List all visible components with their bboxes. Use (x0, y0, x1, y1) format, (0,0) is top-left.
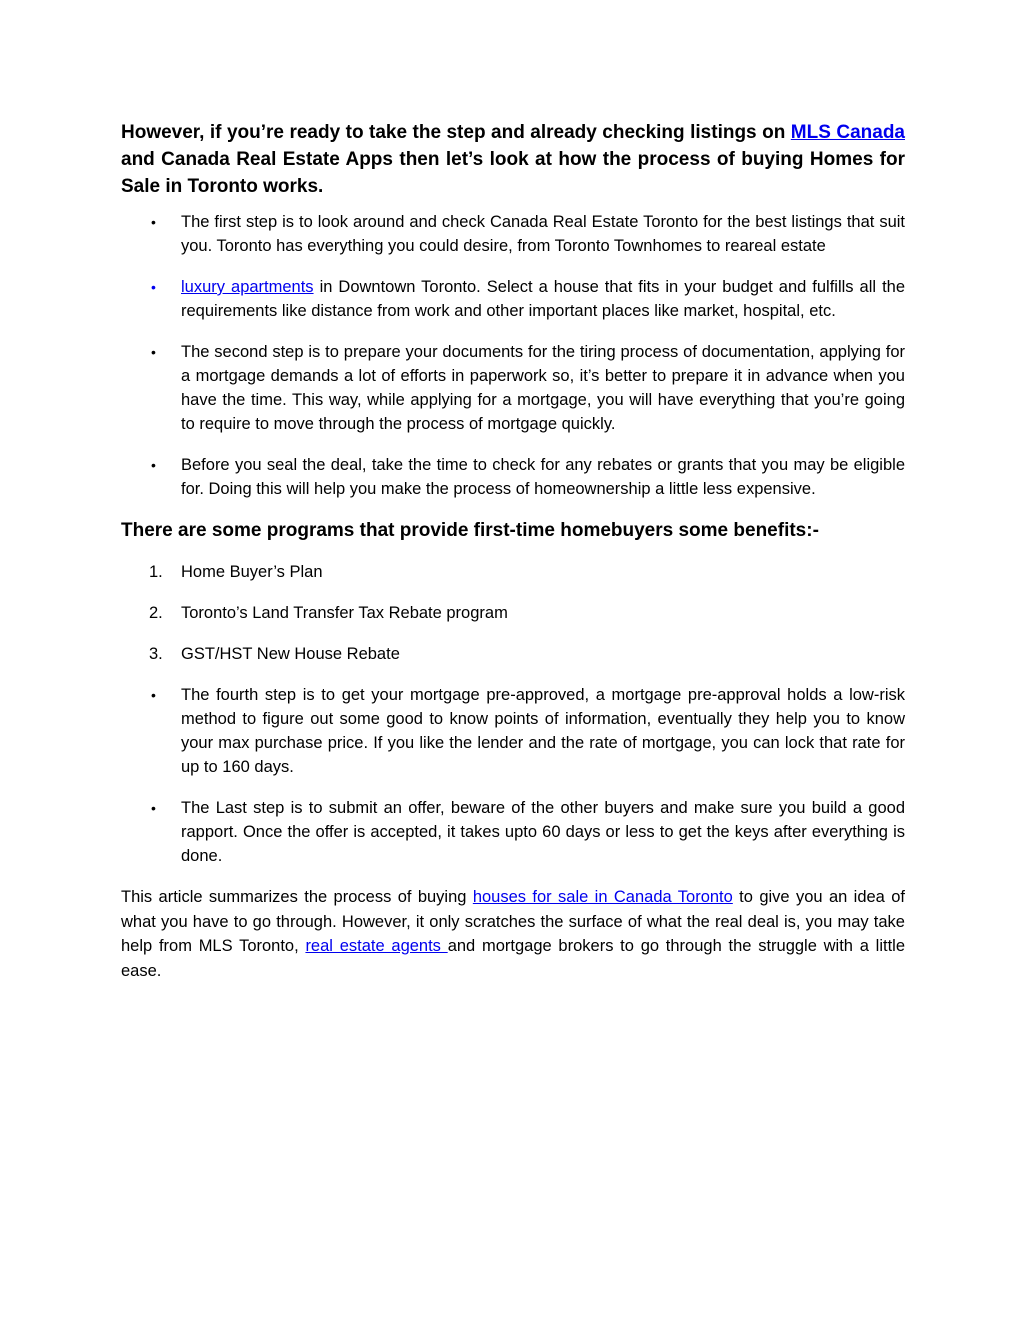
list-item-text: Toronto’s Land Transfer Tax Rebate program (181, 604, 508, 622)
bullet-icon: • (151, 344, 156, 360)
closing-paragraph (121, 885, 905, 983)
bullet-icon: • (151, 800, 156, 816)
mls-canada-link[interactable]: MLS Canada (790, 122, 905, 143)
list-item-text: Home Buyer’s Plan (181, 563, 323, 581)
intro-paragraph (121, 119, 905, 200)
list-item-text: in Downtown Toronto. Select a house that fits in your budget and fulfills all the requirements like distance from work and other important places like market, hospital, etc. (181, 278, 906, 320)
list-item-text: The Last step is to submit an offer, beware of the other buyers and make sure you build a good rapport. Once the offer is accepted, it takes upto 60 days or less to get the keys after everything is done. (181, 799, 905, 865)
list-item-luxury-apartments (121, 275, 905, 323)
list-item-seal-deal (121, 453, 905, 501)
programs-list (121, 560, 905, 666)
list-number: 3. (149, 645, 163, 663)
bullet-icon: • (151, 687, 156, 703)
bullet-icon: • (151, 279, 156, 295)
intro-text-after: and Canada Real Estate Apps then let’s look at how the process of buying Homes for Sale in Toronto works. (121, 149, 905, 197)
list-item-step-last (121, 796, 905, 868)
luxury-apartments-link[interactable]: luxury apartments (181, 278, 314, 296)
bullet-icon: • (151, 214, 156, 230)
list-item-text: The fourth step is to get your mortgage pre-approved, a mortgage pre-approval holds a low-risk method to figure out some good to know points of information, eventually they help you to know your max purchase price. If you like the lender and the rate of mortgage, you can lock that rate for up to 160 days. (181, 686, 905, 776)
list-item-step-second (121, 340, 905, 436)
houses-for-sale-link[interactable]: houses for sale in Canada Toronto (472, 888, 733, 906)
closing-text-3: and mortgage brokers to go through the struggle with a little ease. (121, 937, 905, 980)
real-estate-agents-link[interactable]: real estate agents (305, 937, 448, 955)
list-item-program (121, 560, 905, 584)
list-item-text: Before you seal the deal, take the time to check for any rebates or grants that you may be eligible for. Doing this will help you make the process of homeownership a little less expensive. (181, 456, 905, 498)
list-item-step-first (121, 210, 905, 258)
programs-heading: There are some programs that provide first-time homebuyers some benefits:- (121, 520, 819, 541)
intro-text-before: However, if you’re ready to take the step and already checking listings on (121, 122, 791, 143)
list-item-text: The first step is to look around and check Canada Real Estate Toronto for the best listings that suit you. Toronto has everything you could desire, from Toronto Townhomes to reareal estate (181, 213, 905, 255)
closing-text-1: This article summarizes the process of buying (121, 888, 473, 906)
list-item-program (121, 642, 905, 666)
list-item-step-fourth (121, 683, 905, 779)
list-number: 2. (149, 604, 163, 622)
bullet-icon: • (151, 457, 156, 473)
steps-list-part1 (121, 210, 905, 501)
document-page (121, 119, 905, 983)
list-item-program (121, 601, 905, 625)
list-item-text: GST/HST New House Rebate (181, 645, 400, 663)
list-item-text: The second step is to prepare your documents for the tiring process of documentation, applying for a mortgage demands a lot of efforts in paperwork so, it’s better to prepare it in advance when you have the time. This way, while applying for a mortgage, you will have everything that you’re going to require to move through the process of mortgage quickly. (181, 343, 905, 433)
closing-text-2: to give you an idea of what you have to go through. However, it only scratches the surface of what the real deal is, you may take help from MLS Toronto, (121, 888, 905, 955)
steps-list-part2 (121, 683, 905, 868)
list-number: 1. (149, 563, 163, 581)
